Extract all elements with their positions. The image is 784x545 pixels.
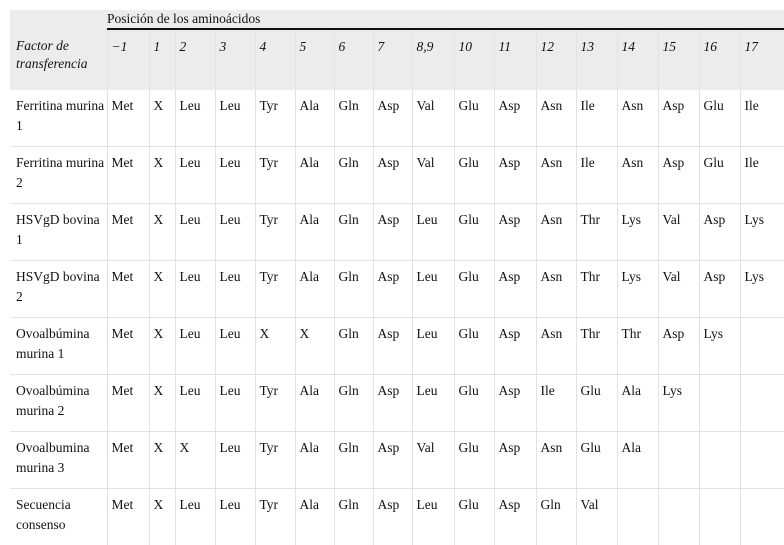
factor-cell: Ovoalbúmina murina 2 bbox=[10, 375, 107, 432]
residue-cell bbox=[658, 432, 699, 489]
residue-cell bbox=[699, 375, 740, 432]
residue-cell: X bbox=[149, 204, 175, 261]
residue-cell: Gln bbox=[334, 375, 373, 432]
residue-cell: X bbox=[149, 147, 175, 204]
residue-cell: Asp bbox=[373, 261, 412, 318]
residue-cell: Ala bbox=[295, 90, 334, 147]
position-header: −1 bbox=[107, 29, 149, 90]
residue-cell: Val bbox=[412, 147, 454, 204]
residue-cell: Leu bbox=[215, 375, 255, 432]
residue-cell: Tyr bbox=[255, 261, 295, 318]
residue-cell: Asn bbox=[536, 432, 576, 489]
residue-cell: X bbox=[255, 318, 295, 375]
residue-cell: Leu bbox=[412, 204, 454, 261]
residue-cell: Tyr bbox=[255, 489, 295, 545]
residue-cell: Thr bbox=[576, 318, 617, 375]
residue-cell: Ala bbox=[295, 432, 334, 489]
table-row bbox=[10, 90, 784, 147]
residue-cell: Tyr bbox=[255, 375, 295, 432]
residue-cell: Leu bbox=[215, 204, 255, 261]
residue-cell: Asp bbox=[494, 375, 536, 432]
factor-cell: Ovoalbúmina murina 1 bbox=[10, 318, 107, 375]
table-row bbox=[10, 432, 784, 489]
residue-cell: Gln bbox=[334, 261, 373, 318]
residue-cell bbox=[740, 432, 784, 489]
residue-cell bbox=[740, 375, 784, 432]
residue-cell: Lys bbox=[740, 261, 784, 318]
residue-cell: Leu bbox=[412, 489, 454, 545]
factor-cell: HSVgD bovina 2 bbox=[10, 261, 107, 318]
residue-cell: Asp bbox=[494, 147, 536, 204]
residue-cell: Lys bbox=[617, 261, 658, 318]
residue-cell: Leu bbox=[175, 318, 215, 375]
group-header: Posición de los aminoácidos bbox=[107, 10, 784, 29]
residue-cell: X bbox=[295, 318, 334, 375]
position-header: 2 bbox=[175, 29, 215, 90]
residue-cell: Met bbox=[107, 204, 149, 261]
residue-cell: Met bbox=[107, 432, 149, 489]
residue-cell: Met bbox=[107, 147, 149, 204]
residue-cell: Glu bbox=[699, 147, 740, 204]
residue-cell: Tyr bbox=[255, 432, 295, 489]
position-header: 17 bbox=[740, 29, 784, 90]
residue-cell: Glu bbox=[454, 261, 494, 318]
residue-cell: Asn bbox=[536, 147, 576, 204]
residue-cell: Ala bbox=[295, 147, 334, 204]
position-header: 15 bbox=[658, 29, 699, 90]
position-header: 11 bbox=[494, 29, 536, 90]
residue-cell: Ala bbox=[295, 489, 334, 545]
factor-cell: Ferritina murina 2 bbox=[10, 147, 107, 204]
residue-cell: Leu bbox=[175, 489, 215, 545]
residue-cell: Tyr bbox=[255, 147, 295, 204]
residue-cell: X bbox=[149, 489, 175, 545]
residue-cell: X bbox=[149, 432, 175, 489]
residue-cell: Leu bbox=[215, 318, 255, 375]
residue-cell: Asn bbox=[617, 90, 658, 147]
residue-cell: Met bbox=[107, 90, 149, 147]
column-header-row bbox=[10, 29, 784, 90]
position-header: 5 bbox=[295, 29, 334, 90]
table-row bbox=[10, 261, 784, 318]
residue-cell: Ile bbox=[576, 147, 617, 204]
residue-cell bbox=[699, 432, 740, 489]
residue-cell: Val bbox=[658, 261, 699, 318]
residue-cell: Glu bbox=[454, 318, 494, 375]
position-header: 10 bbox=[454, 29, 494, 90]
residue-cell bbox=[740, 489, 784, 545]
residue-cell: Ile bbox=[576, 90, 617, 147]
residue-cell: Glu bbox=[454, 432, 494, 489]
residue-cell: Ala bbox=[617, 375, 658, 432]
residue-cell: Thr bbox=[576, 261, 617, 318]
residue-cell: X bbox=[149, 375, 175, 432]
residue-cell: Asp bbox=[373, 90, 412, 147]
residue-cell: Leu bbox=[412, 375, 454, 432]
residue-cell: Leu bbox=[215, 261, 255, 318]
residue-cell: Ala bbox=[617, 432, 658, 489]
residue-cell: Ala bbox=[295, 261, 334, 318]
position-header: 7 bbox=[373, 29, 412, 90]
residue-cell: Lys bbox=[740, 204, 784, 261]
residue-cell: Asp bbox=[373, 432, 412, 489]
residue-cell: Gln bbox=[334, 432, 373, 489]
position-header: 12 bbox=[536, 29, 576, 90]
residue-cell: Leu bbox=[175, 204, 215, 261]
residue-cell bbox=[617, 489, 658, 545]
corner-blank bbox=[10, 10, 107, 29]
residue-cell: Met bbox=[107, 489, 149, 545]
residue-cell: X bbox=[149, 261, 175, 318]
table-row bbox=[10, 489, 784, 545]
table-row bbox=[10, 147, 784, 204]
residue-cell: Asp bbox=[373, 489, 412, 545]
residue-cell: Asp bbox=[373, 147, 412, 204]
factor-cell: Ferritina murina 1 bbox=[10, 90, 107, 147]
residue-cell: Tyr bbox=[255, 204, 295, 261]
residue-cell: Glu bbox=[576, 432, 617, 489]
residue-cell: Asp bbox=[494, 204, 536, 261]
residue-cell: Asp bbox=[699, 261, 740, 318]
residue-cell: Asp bbox=[658, 318, 699, 375]
position-header: 16 bbox=[699, 29, 740, 90]
residue-cell: Asp bbox=[373, 318, 412, 375]
position-header: 3 bbox=[215, 29, 255, 90]
residue-cell: Asp bbox=[494, 318, 536, 375]
residue-cell: Gln bbox=[334, 318, 373, 375]
residue-cell: Gln bbox=[334, 204, 373, 261]
residue-cell: Leu bbox=[412, 318, 454, 375]
residue-cell: Leu bbox=[175, 147, 215, 204]
residue-cell: Asp bbox=[373, 204, 412, 261]
residue-cell: Val bbox=[412, 432, 454, 489]
residue-cell: Asp bbox=[699, 204, 740, 261]
position-header: 6 bbox=[334, 29, 373, 90]
residue-cell: Ile bbox=[536, 375, 576, 432]
residue-cell: Glu bbox=[699, 90, 740, 147]
residue-cell: Asp bbox=[373, 375, 412, 432]
residue-cell: Ile bbox=[740, 90, 784, 147]
residue-cell: Asp bbox=[494, 432, 536, 489]
factor-cell: Secuencia consenso bbox=[10, 489, 107, 545]
residue-cell: Glu bbox=[454, 489, 494, 545]
residue-cell: Asn bbox=[617, 147, 658, 204]
residue-cell: Glu bbox=[454, 375, 494, 432]
residue-cell: Lys bbox=[658, 375, 699, 432]
residue-cell: Leu bbox=[412, 261, 454, 318]
residue-cell: Asp bbox=[658, 147, 699, 204]
residue-cell: Met bbox=[107, 375, 149, 432]
residue-cell bbox=[658, 489, 699, 545]
residue-cell: Leu bbox=[215, 432, 255, 489]
residue-cell: Asp bbox=[494, 90, 536, 147]
residue-cell: Leu bbox=[175, 375, 215, 432]
table-row bbox=[10, 204, 784, 261]
residue-cell: Gln bbox=[536, 489, 576, 545]
residue-cell: Asn bbox=[536, 204, 576, 261]
residue-cell: X bbox=[175, 432, 215, 489]
residue-cell: Tyr bbox=[255, 90, 295, 147]
residue-cell: Thr bbox=[576, 204, 617, 261]
residue-cell: Glu bbox=[454, 90, 494, 147]
residue-cell: Ala bbox=[295, 375, 334, 432]
residue-cell: Gln bbox=[334, 489, 373, 545]
table-row bbox=[10, 318, 784, 375]
position-header: 14 bbox=[617, 29, 658, 90]
residue-cell: Asp bbox=[658, 90, 699, 147]
residue-cell: Glu bbox=[576, 375, 617, 432]
residue-cell: Ile bbox=[740, 147, 784, 204]
position-header: 4 bbox=[255, 29, 295, 90]
amino-acid-table bbox=[10, 10, 784, 545]
residue-cell bbox=[740, 318, 784, 375]
residue-cell: Thr bbox=[617, 318, 658, 375]
residue-cell: Lys bbox=[699, 318, 740, 375]
residue-cell: X bbox=[149, 90, 175, 147]
residue-cell: Glu bbox=[454, 147, 494, 204]
residue-cell: Glu bbox=[454, 204, 494, 261]
position-header: 13 bbox=[576, 29, 617, 90]
residue-cell: Ala bbox=[295, 204, 334, 261]
residue-cell: Leu bbox=[175, 90, 215, 147]
residue-cell: X bbox=[149, 318, 175, 375]
residue-cell: Val bbox=[658, 204, 699, 261]
residue-cell: Asn bbox=[536, 261, 576, 318]
residue-cell: Met bbox=[107, 261, 149, 318]
residue-cell: Gln bbox=[334, 90, 373, 147]
residue-cell: Asp bbox=[494, 489, 536, 545]
residue-cell: Leu bbox=[215, 147, 255, 204]
residue-cell: Leu bbox=[215, 90, 255, 147]
table-row bbox=[10, 375, 784, 432]
group-header-row bbox=[10, 10, 784, 29]
position-header: 8,9 bbox=[412, 29, 454, 90]
residue-cell: Val bbox=[576, 489, 617, 545]
factor-cell: Ovoalbumina murina 3 bbox=[10, 432, 107, 489]
residue-cell: Asn bbox=[536, 318, 576, 375]
residue-cell: Met bbox=[107, 318, 149, 375]
residue-cell: Asn bbox=[536, 90, 576, 147]
residue-cell bbox=[699, 489, 740, 545]
residue-cell: Leu bbox=[175, 261, 215, 318]
position-header: 1 bbox=[149, 29, 175, 90]
table-body bbox=[10, 90, 784, 545]
factor-header: Factor de transferencia bbox=[10, 29, 107, 90]
factor-cell: HSVgD bovina 1 bbox=[10, 204, 107, 261]
residue-cell: Gln bbox=[334, 147, 373, 204]
residue-cell: Asp bbox=[494, 261, 536, 318]
residue-cell: Val bbox=[412, 90, 454, 147]
residue-cell: Lys bbox=[617, 204, 658, 261]
residue-cell: Leu bbox=[215, 489, 255, 545]
